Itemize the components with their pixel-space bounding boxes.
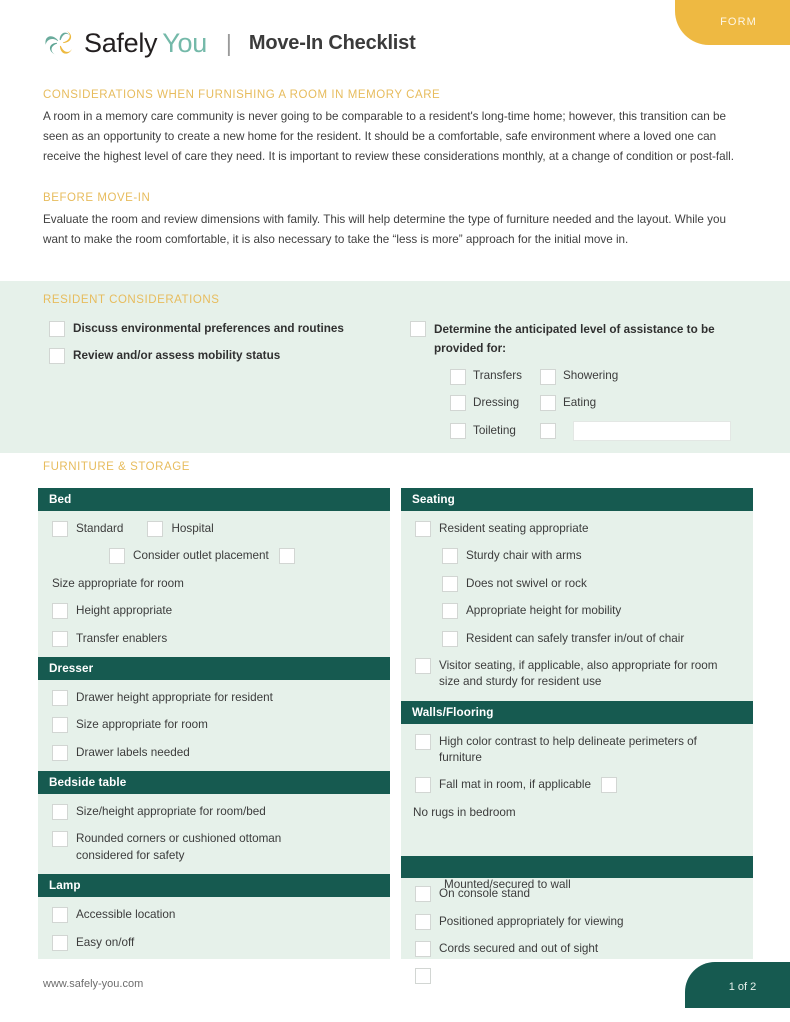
resident-considerations-right-column [410,321,755,451]
checklist-item-fall-mat[interactable] [415,777,753,793]
form-type-tab [675,0,790,45]
checklist-label: Size appropriate for room [76,718,208,732]
checkbox-icon[interactable] [415,734,431,750]
checkbox-icon[interactable] [147,521,163,537]
checkbox-icon[interactable] [52,717,68,733]
checklist-label: Cords secured and out of sight [439,941,599,955]
checklist-item-transfer-enablers[interactable] [52,631,390,647]
bed-type-row [52,521,390,537]
furniture-right-column [401,488,753,959]
before-move-in-body: Evaluate the room and review dimensions with family. This will help determine the type of furniture needed and the layout. While you want to make the room comfortable, it is also necessary to take the “less is more” approach for the initial move in. [43,213,726,247]
checklist-label-no-rugs: No rugs in bedroom [413,805,516,819]
assistance-option-label: Eating [563,395,597,409]
section-header-bar-overlay [401,856,753,878]
checklist-item-resident-seating[interactable] [415,521,753,537]
checklist-item-no-swivel[interactable] [442,576,753,592]
checklist-label: Resident seating appropriate [439,522,589,535]
checkbox-icon[interactable] [52,907,68,923]
section-body-bedside-table [38,794,390,874]
assistance-options-row [450,395,755,411]
checklist-label: Easy on/off [76,935,135,949]
checklist-label: Transfer enablers [76,631,168,645]
checklist-item-high-contrast[interactable] [415,734,753,767]
section-body-seating [401,511,753,701]
assistance-option-other[interactable] [540,421,731,441]
checkbox-icon[interactable] [415,968,431,984]
checkbox-icon[interactable] [415,658,431,674]
checklist-row[interactable] [49,348,394,364]
checklist-item-easy-on-off[interactable] [52,935,390,951]
assistance-other-input[interactable] [573,421,731,441]
checklist-label: Consider outlet placement [133,549,269,563]
checkbox-icon[interactable] [540,423,556,439]
checklist-item-hospital[interactable] [147,521,213,537]
resident-considerations-section [0,281,790,453]
checkbox-icon[interactable] [415,886,431,902]
before-move-in-block [43,192,749,250]
checkbox-icon[interactable] [49,321,65,337]
checklist-item-dresser-size[interactable] [52,717,390,733]
checklist-item-drawer-height[interactable] [52,690,390,706]
checklist-item-drawer-labels[interactable] [52,745,390,761]
checklist-label: Positioned appropriately for viewing [439,914,624,928]
assistance-option-label: Transfers [473,369,522,383]
checklist-label: Drawer height appropriate for resident [76,690,273,704]
footer-website-url[interactable]: www.safely-you.com [43,978,144,990]
checkbox-icon[interactable] [49,348,65,364]
page-number-tab [685,962,790,1008]
checkbox-icon[interactable] [442,603,458,619]
checklist-item-standard[interactable] [52,521,123,537]
checklist-label: Review and/or assess mobility status [73,349,281,362]
checkbox-icon[interactable] [415,914,431,930]
assistance-options-row [450,368,755,384]
checklist-label: Rounded corners or cushioned ottoman considered for safety [76,832,282,862]
section-header-lamp: Lamp [38,874,390,897]
checkbox-icon[interactable] [540,395,556,411]
form-tab-label: FORM [720,15,757,28]
checklist-label: Determine the anticipated level of assistance to be provided for: [434,323,715,355]
section-body-lamp [38,897,390,961]
checklist-item-appropriate-height[interactable] [442,603,753,619]
checkbox-icon[interactable] [442,548,458,564]
checklist-label: Size/height appropriate for room/bed [76,805,266,818]
checklist-label-size-appropriate: Size appropriate for room [52,576,184,590]
section-header-bed: Bed [38,488,390,511]
checkbox-icon[interactable] [52,745,68,761]
assistance-option-label: Dressing [473,395,520,409]
checklist-item-cords-secured[interactable] [415,941,753,957]
assistance-option-toileting[interactable] [450,423,540,439]
checkbox-icon[interactable] [52,831,68,847]
checklist-label: Height appropriate [76,604,173,618]
assistance-option-label: Showering [563,369,619,383]
furniture-storage-heading: FURNITURE & STORAGE [43,461,190,473]
pinwheel-logo-icon [43,26,77,60]
section-header-walls-flooring: Walls/Flooring [401,701,753,724]
checklist-label: Accessible location [76,908,176,922]
furniture-left-column [38,488,390,959]
considerations-heading: CONSIDERATIONS WHEN FURNISHING A ROOM IN MEMORY CARE [43,89,441,101]
checkbox-icon[interactable] [442,576,458,592]
checklist-item-height-appropriate[interactable] [52,603,390,619]
checklist-label: Sturdy chair with arms [466,549,582,563]
checkbox-icon[interactable] [442,631,458,647]
checklist-label: On console stand [439,887,530,901]
assistance-options-grid [450,368,755,441]
checkbox-icon[interactable] [415,521,431,537]
checkbox-icon[interactable] [52,690,68,706]
checkbox-icon[interactable] [450,369,466,385]
checklist-item-safe-transfer[interactable] [442,631,753,647]
checklist-item-outlet-placement[interactable] [109,548,390,564]
checklist-label: Discuss environmental preferences and routines [73,322,344,335]
checklist-label: Does not swivel or rock [466,576,587,590]
checklist-item-bedside-size[interactable] [52,804,390,820]
checklist-label-mounted-secured: Mounted/secured to wall [444,878,571,892]
checklist-item-visitor-seating[interactable] [415,658,753,691]
checkbox-icon[interactable] [109,548,125,564]
checkbox-icon[interactable] [52,804,68,820]
assistance-options-row [450,421,755,441]
checklist-item-positioned-viewing[interactable] [415,914,753,930]
checkbox-icon[interactable] [601,777,617,793]
page-title: Move-In Checklist [248,31,416,54]
checkbox-icon[interactable] [52,631,68,647]
brand-wordmark [84,27,207,58]
checkbox-icon[interactable] [540,369,556,385]
checkbox-icon[interactable] [450,395,466,411]
page-number-label: 1 of 2 [728,981,757,993]
checklist-label: Standard [76,522,124,535]
checklist-label: Drawer labels needed [76,745,190,759]
before-move-in-heading: BEFORE MOVE-IN [43,192,151,204]
checkbox-icon[interactable] [52,603,68,619]
checklist-label: Appropriate height for mobility [466,604,622,618]
section-body-walls-flooring [401,724,753,843]
assistance-option-label: Toileting [473,424,516,437]
considerations-body: A room in a memory care community is never going to be comparable to a resident's long-time home; however, this transition can be seen as an opportunity to create a new home for the resident. It should be a comfortable, safe environment where a loved one can receive the highest level of care they need. It is important to review these considerations monthly, at a change of condition or post-fall. [43,110,735,164]
brand-name-secondary: You [162,27,207,58]
section-header-bedside-table: Bedside table [38,771,390,794]
checklist-row[interactable] [49,321,394,337]
checkbox-icon[interactable] [52,521,68,537]
considerations-block [43,89,749,168]
checklist-label: Fall mat in room, if applicable [439,778,592,792]
checklist-item-sturdy-chair[interactable] [442,548,753,564]
brand-name-primary: Safely [84,27,158,58]
assistance-option-eating[interactable] [540,395,630,411]
checkbox-icon[interactable] [279,548,295,564]
checklist-label: Hospital [171,522,214,535]
section-body-dresser [38,680,390,771]
checkbox-icon[interactable] [450,423,466,439]
checklist-label: Resident can safely transfer in/out of chair [466,631,685,645]
document-header [43,26,416,60]
checklist-label: Visitor seating, if applicable, also appropriate for room size and sturdy for resident use [439,658,718,689]
checklist-item-accessible-location[interactable] [52,907,390,923]
checkbox-icon[interactable] [415,777,431,793]
checklist-row[interactable] [410,321,755,358]
assistance-option-transfers[interactable] [450,368,540,384]
section-header-dresser: Dresser [38,657,390,680]
assistance-option-dressing[interactable] [450,395,540,411]
section-body-bed [38,511,390,657]
resident-considerations-left-column [49,321,394,364]
header-divider: | [225,29,232,56]
checkbox-icon[interactable] [415,941,431,957]
assistance-option-showering[interactable] [540,368,630,384]
resident-considerations-heading: RESIDENT CONSIDERATIONS [43,294,220,306]
section-header-seating: Seating [401,488,753,511]
checklist-label: High color contrast to help delineate perimeters of furniture [439,734,697,764]
checkbox-icon[interactable] [52,935,68,951]
checklist-item-rounded-corners[interactable] [52,831,390,864]
checkbox-icon[interactable] [410,321,426,337]
